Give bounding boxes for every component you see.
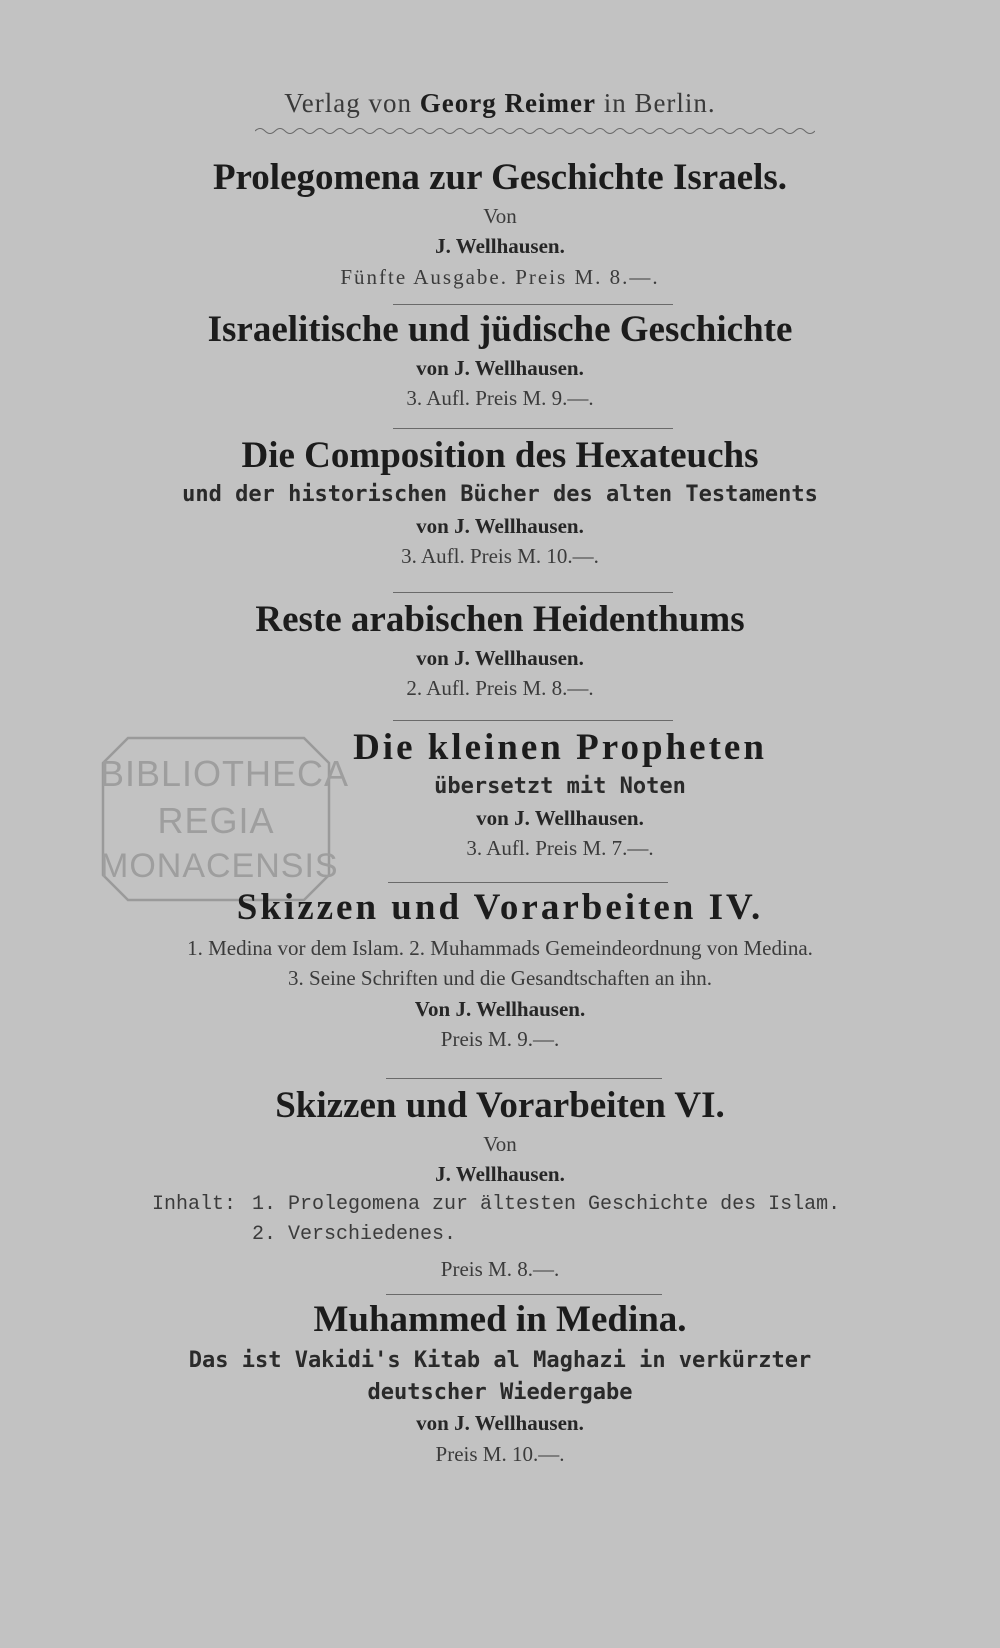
book-entry	[0, 1300, 1000, 1469]
contents-item: 1. Prolegomena zur ältesten Geschichte des Islam.	[252, 1193, 841, 1216]
book-title: Muhammed in Medina.	[313, 1299, 687, 1340]
publisher-name: Georg Reimer	[419, 88, 596, 118]
book-price: Preis M. 9.—.	[440, 1027, 560, 1051]
stamp-line: BIBLIOTHECA	[100, 753, 350, 794]
stamp-line: MONACENSIS	[100, 847, 339, 885]
book-entry	[0, 888, 1000, 1054]
book-price-block	[0, 1254, 1000, 1284]
book-author-line: von J. Wellhausen.	[416, 513, 584, 538]
book-contents	[152, 1190, 840, 1250]
book-edition: 3. Aufl. Preis M. 9.—.	[406, 386, 594, 411]
book-title: Die Composition des Hexateuchs	[241, 435, 759, 476]
book-author-line: Von J. Wellhausen.	[414, 996, 586, 1021]
book-entry	[0, 600, 1000, 704]
book-entry	[0, 310, 1000, 414]
header-prefix: Verlag von	[284, 88, 413, 118]
book-author-line: von J. Wellhausen.	[416, 645, 584, 670]
book-title: Skizzen und Vorarbeiten IV.	[236, 887, 764, 928]
publisher-header	[0, 88, 1000, 119]
divider-rule	[386, 1078, 662, 1079]
header-suffix: in Berlin.	[603, 88, 716, 118]
book-author: J. Wellhausen.	[435, 1162, 565, 1187]
book-entry	[60, 728, 1000, 863]
book-author-line: von J. Wellhausen.	[476, 805, 644, 830]
book-edition: Fünfte Ausgabe. Preis M. 8.—.	[340, 264, 660, 289]
stamp-line: REGIA	[157, 800, 275, 841]
book-subtitle: und der historischen Bücher des alten Testaments	[182, 481, 818, 507]
book-title: Reste arabischen Heidenthums	[255, 599, 745, 640]
book-edition: 2. Aufl. Preis M. 8.—.	[406, 676, 594, 701]
book-von: Von	[483, 1131, 517, 1156]
book-title: Skizzen und Vorarbeiten VI.	[275, 1085, 725, 1126]
book-contents-line: 1. Medina vor dem Islam. 2. Muhammads Gemeindeordnung von Medina.	[187, 935, 813, 960]
book-author: J. Wellhausen.	[435, 234, 565, 259]
divider-rule	[388, 882, 668, 883]
book-title: Prolegomena zur Geschichte Israels.	[212, 157, 788, 198]
contents-item: 2. Verschiedenes.	[252, 1223, 457, 1246]
book-title: Israelitische und jüdische Geschichte	[207, 309, 793, 350]
book-author-line: von J. Wellhausen.	[416, 1411, 584, 1436]
book-subtitle: Das ist Vakidi's Kitab al Maghazi in verkürzter	[188, 1347, 812, 1373]
divider-rule	[393, 720, 673, 721]
book-author-line: von J. Wellhausen.	[416, 355, 584, 380]
divider-rule	[386, 1294, 662, 1295]
book-edition: 3. Aufl. Preis M. 10.—.	[401, 544, 599, 569]
book-edition: 3. Aufl. Preis M. 7.—.	[466, 836, 654, 861]
book-contents-line: 3. Seine Schriften und die Gesandtschaften an ihn.	[288, 966, 712, 991]
book-entry	[0, 436, 1000, 571]
divider-rule	[393, 304, 673, 305]
book-von: Von	[483, 203, 517, 228]
divider-rule	[393, 428, 673, 429]
book-price: Preis M. 10.—.	[435, 1441, 565, 1466]
book-price: Preis M. 8.—.	[440, 1257, 560, 1281]
book-entry	[0, 158, 1000, 292]
contents-label: Inhalt:	[152, 1193, 237, 1216]
book-subtitle: deutscher Wiedergabe	[367, 1379, 633, 1405]
book-subtitle: übersetzt mit Noten	[434, 773, 686, 799]
divider-rule	[393, 592, 673, 593]
book-entry	[0, 1086, 1000, 1190]
wavy-divider	[255, 126, 815, 136]
book-title: Die kleinen Propheten	[353, 727, 767, 768]
